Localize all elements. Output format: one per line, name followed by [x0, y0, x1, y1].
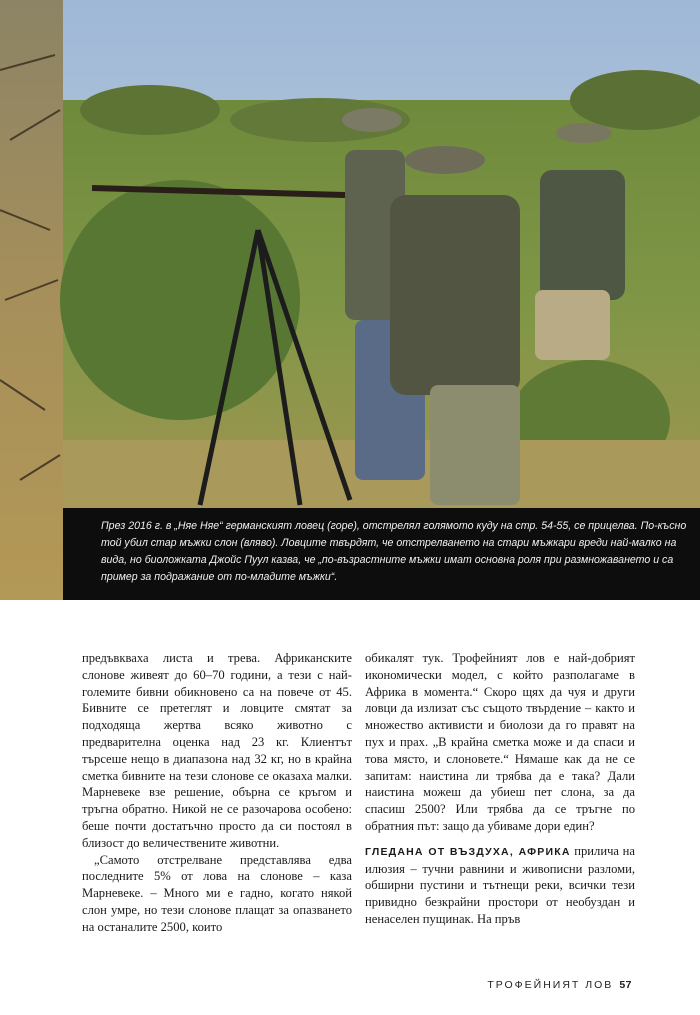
article-column-left — [82, 650, 352, 936]
section-lead-in: ГЛЕДАНА ОТ ВЪЗДУХА, АФРИКА — [365, 845, 571, 858]
page-number: 57 — [619, 979, 632, 991]
running-title: ТРОФЕЙНИЯТ ЛОВ — [487, 979, 614, 991]
photo-caption-box — [63, 508, 700, 600]
page-footer — [487, 979, 632, 991]
article-paragraph: „Самото отстрелване представлява едва последните 5% от лова на слонове – каза Марневеке. – Много ми е гадно, когато някой слон умре, но тези слонове плащат за опазването на останалите 2500, които — [82, 852, 352, 934]
article-paragraph: обикалят тук. Трофейният лов е най-добрият икономически модел, с който разполагаме в Африка в момента.“ Скоро щях да чуя и други ловци да излизат със същото твърдение – както и множество активисти и биолози да го правят на пух и прах. „В крайна сметка може и да спаси и това място, и слоновете.“ Нямаше как да не се запитам: наистина ли трябва да е така? Дали наистина можеш да убиеш пет слона, за да спасиш 2500? Или трябва да се тръгне по обратния път: защо да убиваме дори един? — [365, 651, 635, 833]
photo-caption: През 2016 г. в „Няе Няе“ германският ловец (горе), отстрелял голямото куду на стр. 54-55, се прицелва. По-късно той убил стар мъжки слон (вляво). Ловците твърдят, че отстрелването на стари мъжкари вреди най-малко на вида, но биоложката Джойс Пуул казва, че „по-възрастните мъжки имат основна роля при размножаването и са пример за подражание от по-младите мъжки“. — [101, 520, 687, 583]
article-column-right — [365, 650, 635, 928]
article-paragraph: предъвкваха листа и трева. Африканските слонове живеят до 60–70 години, а тези с най-големите бивни обикновено са на повече от 45. Бивните се претеглят и ловците смятат за подходяща жертва всяко животно с предварителна оценка над 23 кг. Клиентът търсеше нещо в диапазона над 32 кг, но в крайна сметка бивните на тези слонове се оказаха малки. Марневеке взе решение, обърна се кръгом и тръгна обратно. Никой не се разочарова особено: беше почти достатъчно просто да си постоял в близост до величествените животни. — [82, 651, 352, 850]
section-text: прилича на илюзия – тучни равнини и живописни разломи, обширни пустини и тътнещи реки, всички тези привидно безкрайни простори от необуздан и ненаселен пущинак. На пръв — [365, 843, 635, 926]
section-paragraph — [365, 843, 635, 928]
